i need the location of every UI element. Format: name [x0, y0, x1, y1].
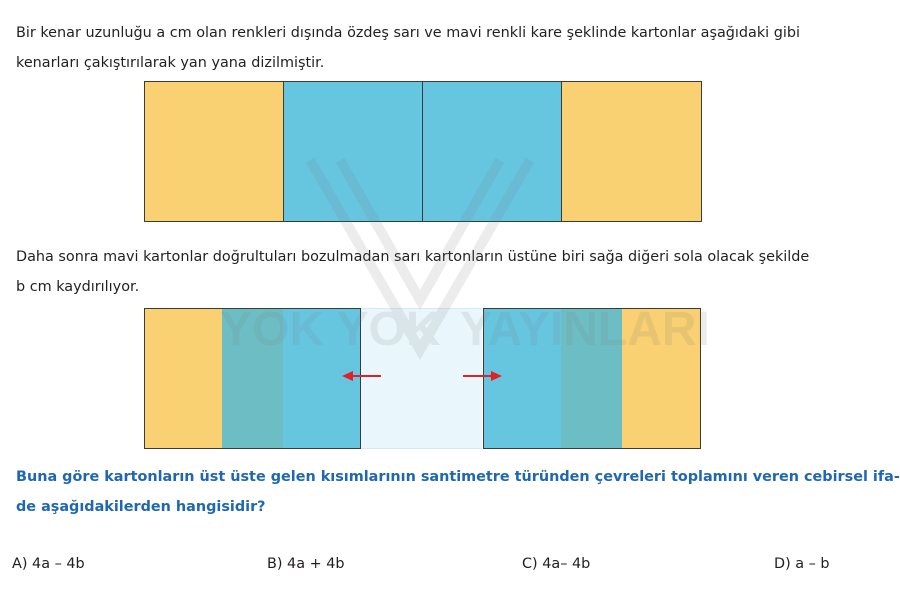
option-b[interactable]: B) 4a + 4b — [267, 556, 345, 572]
right-arrow-icon — [463, 371, 502, 381]
yellow-square-left — [144, 81, 284, 222]
middle-line-1: Daha sonra mavi kartonlar doğrultuları bozulmadan sarı kartonların üstüne biri sağa diğeri sola olacak şekilde — [16, 249, 810, 265]
prompt-line-2: de aşağıdakilerden hangisidir? — [16, 499, 266, 515]
option-a[interactable]: A) 4a – 4b — [12, 556, 85, 572]
option-c[interactable]: C) 4a– 4b — [522, 556, 591, 572]
yellow-square-right — [561, 81, 702, 222]
question-prompt — [16, 462, 900, 522]
answer-options — [0, 556, 840, 580]
intro-line-1: Bir kenar uzunluğu a cm olan renkleri dışında özdeş sarı ve mavi renkli kare şeklinde kartonlar aşağıdaki gibi — [16, 25, 801, 41]
intro-line-2: kenarları çakıştırılarak yan yana dizilmiştir. — [16, 55, 325, 71]
intro-paragraph — [16, 18, 830, 78]
shift-arrows — [144, 308, 702, 449]
middle-paragraph — [16, 242, 830, 302]
blue-square-right — [422, 81, 562, 222]
blue-square-left — [283, 81, 423, 222]
option-d[interactable]: D) a – b — [774, 556, 830, 572]
shifted-arrangement-figure — [144, 308, 702, 449]
left-arrow-icon — [342, 371, 381, 381]
initial-arrangement-figure — [144, 81, 702, 222]
prompt-line-1: Buna göre kartonların üst üste gelen kısımlarının santimetre türünden çevreleri toplamını veren cebirsel ifa- — [16, 469, 900, 485]
middle-line-2: b cm kaydırılıyor. — [16, 279, 140, 295]
